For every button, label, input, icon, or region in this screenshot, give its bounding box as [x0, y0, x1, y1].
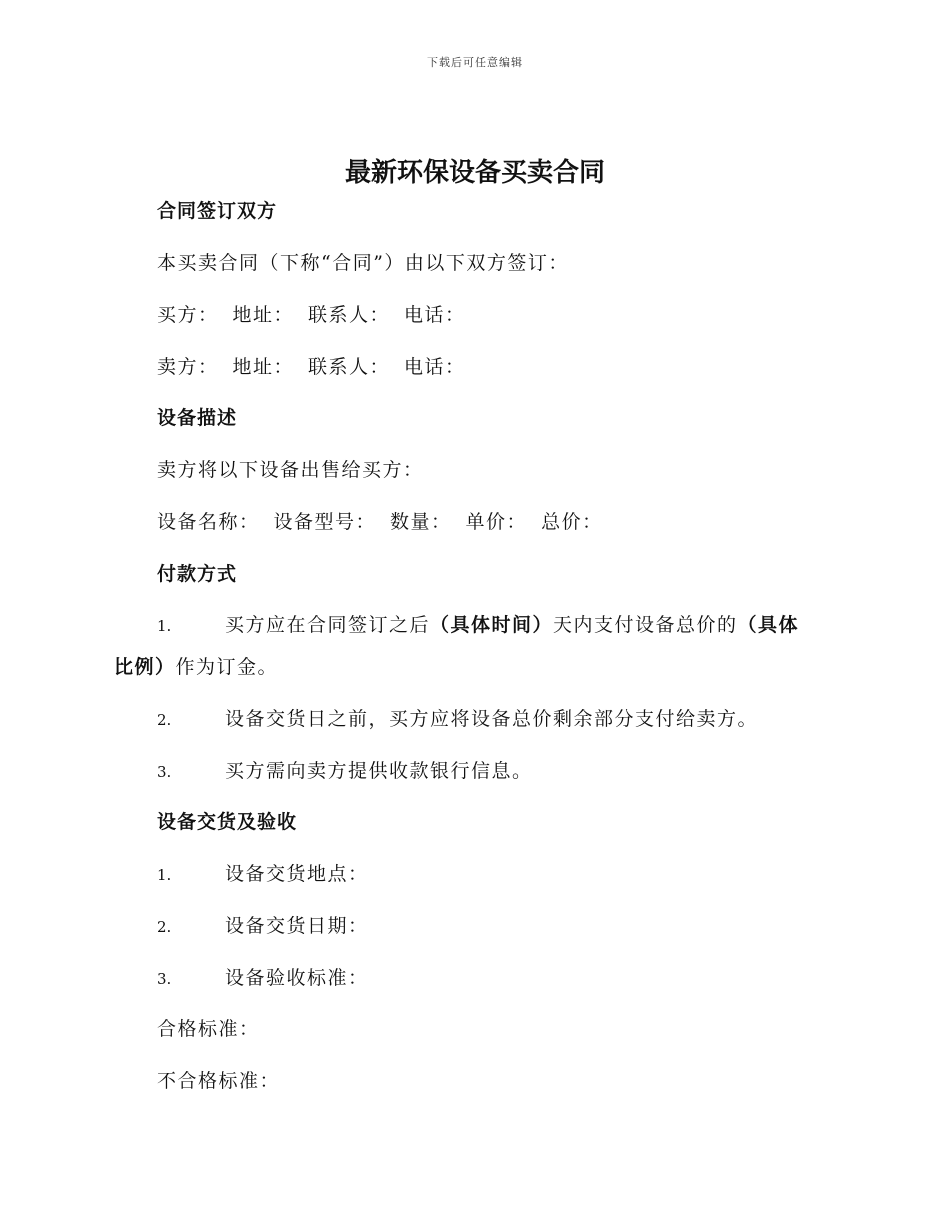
payment-item-1-text-b: 天内支付设备总价的: [553, 614, 738, 636]
equipment-quantity-label: 数量：: [390, 511, 452, 533]
delivery-item-1: [157, 861, 369, 888]
payment-item-1-ratio-placeholder-b: 比例）: [114, 656, 176, 678]
equipment-name-label: 设备名称：: [157, 511, 260, 533]
parties-intro: 本买卖合同（下称“合同”）由以下双方签订：: [157, 252, 569, 274]
section-heading-delivery: 设备交货及验收: [157, 811, 298, 833]
buyer-address-label: 地址：: [232, 304, 295, 326]
payment-item-1-text-c: 作为订金。: [175, 656, 279, 678]
payment-item-1-continuation: [114, 654, 278, 680]
payment-item-1-ratio-placeholder-a: （具体: [737, 614, 800, 636]
payment-item-1-time-placeholder: （具体时间）: [430, 614, 554, 636]
seller-address-label: 地址：: [232, 356, 295, 378]
seller-line: [157, 354, 466, 380]
seller-phone-label: 电话：: [404, 356, 466, 378]
buyer-contact-label: 联系人：: [308, 304, 391, 326]
equipment-model-label: 设备型号：: [273, 511, 377, 533]
unqualified-standard-label: 不合格标准：: [157, 1070, 281, 1092]
section-heading-payment: 付款方式: [157, 563, 238, 585]
section-heading-parties: 合同签订双方: [157, 200, 278, 222]
payment-item-3-text: 买方需向卖方提供收款银行信息。: [225, 760, 533, 782]
delivery-item-1-text: 设备交货地点：: [225, 863, 369, 885]
payment-item-2: [157, 706, 758, 733]
qualified-standard-label: 合格标准：: [157, 1018, 260, 1040]
delivery-item-2: [157, 913, 369, 940]
equipment-intro: 卖方将以下设备出售给买方：: [157, 459, 424, 481]
payment-item-1-number: 1.: [157, 617, 172, 635]
delivery-item-3-number: 3.: [157, 970, 172, 988]
section-heading-equipment: 设备描述: [157, 407, 238, 429]
equipment-total-price-label: 总价：: [541, 511, 603, 533]
delivery-item-2-number: 2.: [157, 918, 172, 936]
document-title: 最新环保设备买卖合同: [344, 158, 605, 188]
payment-item-1: [157, 612, 799, 639]
delivery-item-3: [157, 965, 369, 992]
payment-item-2-number: 2.: [157, 711, 172, 729]
equipment-fields-line: [157, 509, 603, 535]
payment-item-3: [157, 758, 533, 785]
payment-item-1-text-a: 买方应在合同签订之后: [225, 614, 431, 636]
buyer-line: [157, 302, 466, 328]
delivery-item-3-text: 设备验收标准：: [225, 967, 369, 989]
equipment-unit-price-label: 单价：: [465, 511, 528, 533]
delivery-item-2-text: 设备交货日期：: [225, 915, 369, 937]
header-note: 下载后可任意编辑: [427, 56, 523, 69]
seller-contact-label: 联系人：: [308, 356, 391, 378]
seller-label: 卖方：: [157, 356, 219, 378]
payment-item-2-text: 设备交货日之前，买方应将设备总价剩余部分支付给卖方。: [225, 708, 759, 730]
buyer-phone-label: 电话：: [404, 304, 466, 326]
payment-item-3-number: 3.: [157, 763, 172, 781]
delivery-item-1-number: 1.: [157, 866, 172, 884]
buyer-label: 买方：: [157, 304, 219, 326]
